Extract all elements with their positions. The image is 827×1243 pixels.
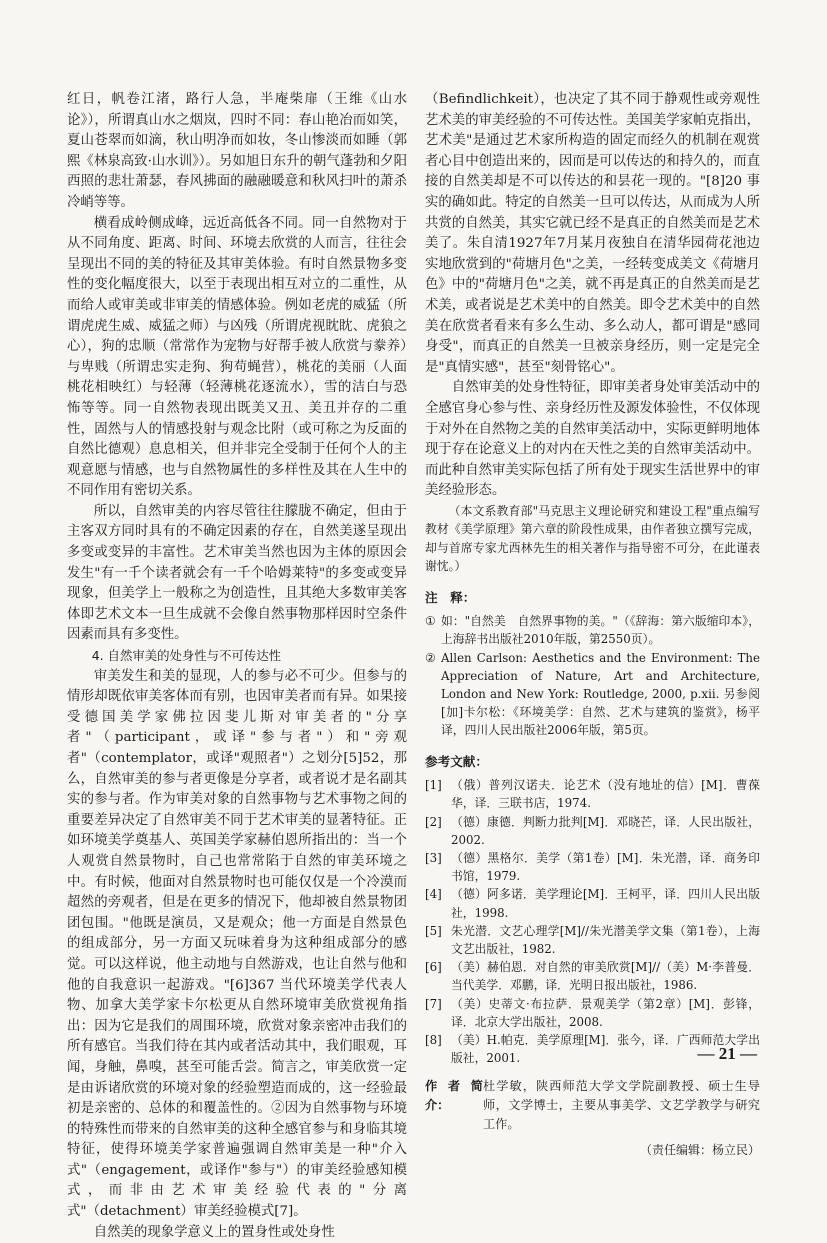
author-bio	[425, 1077, 760, 1134]
reference-item	[425, 922, 760, 958]
paragraph: （Befindlichkeit），也决定了其不同于静观性或旁观性艺术美的审美经验的不可传达性。美国美学家帕克指出，艺术美"是通过艺术家所构造的固定而经久的机制在观赏者心目中创造出来的，因而是可以传达的和持久的，而直接的自然美却是不可以传达的和昙花一现的。"[8]20 事实的确如此。特定的自然美一旦可以传达，从而成为人所共赏的自然美，其实它就已经不是真正的自然美而是艺术美了。朱自清1927年7月某月夜独自在清华园荷花池边实地欣赏到的"荷塘月色"之美，一经转变成美文《荷塘月色》中的"荷塘月色"之美，就不再是真正的自然美而是艺术美，或者说是艺术美中的自然美。即令艺术美中的自然美在欣赏者看来有多么生动、多么动人，都可谓是"感同身受"，而真正的自然美一旦被亲身经历，则一定是完全是"真情实感"，甚至"刻骨铭心"。	[425, 92, 760, 375]
reference-text: （美）赫伯恩．对自然的审美欣赏[M]//（美）M·李普曼．当代美学．邓鹏，译．光明日报出版社，1986.	[451, 960, 760, 993]
footnote-text: Allen Carlson: Aesthetics and the Environment: The Appreciation of Nature, Art and Architecture, London and New York: Routledge, 2000, p.xii. 另参阅[加]卡尔松：《环境美学：自然、艺术与建筑的鉴赏》，杨平译，四川人民出版社2006年版，第5页。	[441, 650, 760, 738]
author-bio-label: 作者简介：	[425, 1079, 483, 1113]
right-column	[425, 90, 760, 1161]
reference-text: （俄）普列汉诺夫．论艺术（没有地址的信）[M]．曹葆华，译．三联书店，1974.	[451, 778, 760, 811]
reference-item	[425, 776, 760, 812]
reference-text: （美）H.帕克．美学原理[M]．张今，译．广西师范大学出版社，2001.	[451, 1032, 760, 1066]
references-heading: 参考文献：	[425, 753, 488, 769]
reference-item	[425, 849, 760, 885]
reference-item	[425, 995, 760, 1031]
reference-item	[425, 885, 760, 921]
reference-marker: [4]	[425, 887, 442, 902]
reference-marker: [3]	[425, 850, 442, 865]
left-column	[67, 90, 407, 1243]
reference-text: （美）史蒂文·布拉萨．景观美学（第2章）[M]．彭锋，译．北京大学出版社，2008.	[451, 996, 760, 1029]
reference-marker: [7]	[425, 996, 442, 1011]
paragraph: 自然审美的处身性特征，即审美者身处审美活动中的全感官身心参与性、亲身经历性及源发体验性，不仅体现于对外在自然物之美的自然审美活动中，实际更鲜明地体现于存在论意义上的对内在天性之美的自然审美活动中。而此种自然审美实际包括了所有处于现实生活世界中的审美经验形态。	[425, 380, 760, 499]
reference-marker: [1]	[425, 778, 442, 793]
reference-text: 朱光潜．文艺心理学[M]//朱光潜美学文集（第1卷），上海文艺出版社，1982.	[451, 923, 760, 956]
paragraph: 自然美的现象学意义上的置身性或处身性	[93, 1224, 335, 1240]
reference-marker: [6]	[425, 960, 442, 975]
footnote-item	[425, 649, 760, 740]
section-subheading: 4. 自然审美的处身性与不可传达性	[91, 648, 282, 664]
footnote-list	[425, 612, 760, 739]
reference-text: （德）黑格尔．美学（第1卷）[M]．朱光潜，译．商务印书馆，1979.	[451, 850, 760, 884]
reference-text: （德）阿多诺．美学理论[M]．王柯平，译．四川人民出版社，1998.	[451, 887, 760, 920]
footnote-marker: ①	[425, 614, 436, 629]
paragraph: 审美发生和美的显现，人的参与必不可少。但参与的情形却既依审美客体而有别，也因审美者而有异。如果接受德国美学家佛拉因斐儿斯对审美者的"分享者"（participant，或译"参与者"）和"旁观者"（contemplator，或译"观照者"）之划分[5]52，那么，自然审美的参与者更像是分享者，或者说才是名副其实的参与者。作为审美对象的自然事物与艺术事物之间的重要差异决定了自然审美不同于艺术审美的显著特征。正如环境美学奠基人、英国美学家赫伯恩所指出的：当一个人观赏自然景物时，自己也常常陷于自然的审美环境之中。有时候，他面对自然景物时也可能仅仅是一个冷漠而超然的旁观者，但是在更多的情况下，他却被自然景物团团包围。"他既是演员，又是观众；他一方面是自然景色的组成部分，另一方面又玩味着身为这种组成部分的感觉。可以这样说，他主动地与自然游戏，也让自然与他和他的自我意识一起游戏。"[6]367 当代环境美学代表人物、加拿大美学家卡尔松更从自然环境审美欣赏视角指出：因为它是我们的周围环境，欣赏对象亲密冲击我们的所有感官。当我们待在其内或者活动其中，我们眼观，耳闻，身触，鼻嗅，甚至可能舌尝。简言之，审美欣赏一定是由诉诸欣赏的环境对象的经验塑造而成的，这一经验最初是亲密的、总体的和覆盖性的。②因为自然事物与环境的特殊性而带来的自然审美的这种全感官参与和身临其境特征，使得环境美学家普遍强调自然审美是一种"介入式"（engagement，或译作"参与"）的审美经验感知模式，而非由艺术审美经验代表的"分离式"（detachment）审美经验模式[7]。	[67, 668, 407, 1220]
reference-marker: [2]	[425, 814, 442, 829]
reference-marker: [8]	[425, 1032, 442, 1047]
paragraph: 所以，自然审美的内容尽管往往朦胧不确定，但由于主客双方同时具有的不确定因素的存在，自然美遂呈现出多变或变异的丰富性。艺术审美当然也因为主体的原因会发生"有一千个读者就会有一千个哈姆莱特"的多变或变异现象，但美学上一般称之为创造性，且其绝大多数审美客体即艺术文本一旦生成就不会像自然事物那样因时空条件因素而具有多变性。	[67, 503, 407, 643]
reference-item	[425, 958, 760, 994]
paragraph: 红日，帆卷江渚，路行人急，半庵柴扉（王维《山水论》），所谓真山水之烟岚，四时不同：春山艳冶而如笑，夏山苍翠而如滴，秋山明净而如妆，冬山惨淡而如睡（郭熙《林泉高致·山水训》）。另如旭日东升的朝气蓬勃和夕阳西照的悲壮萧瑟，春风拂面的融融暖意和秋风扫叶的萧杀冷峭等等。	[67, 92, 407, 210]
page-number: — 21 —	[697, 1044, 757, 1063]
footnote-text: 如："自然美 自然界事物的美。"（《辞海：第六版缩印本》，上海辞书出版社2010年版，第2550页）。	[441, 614, 760, 647]
footnote-item	[425, 612, 760, 648]
reference-item	[425, 813, 760, 849]
reference-marker: [5]	[425, 923, 442, 938]
reference-text: （德）康德．判断力批判[M]．邓晓芒，译．人民出版社，2002.	[451, 814, 760, 847]
author-bio-text: 杜学敏，陕西师范大学文学院副教授、硕士生导师，文学博士，主要从事美学、文艺学教学与研究工作。	[483, 1079, 760, 1132]
responsible-editor: （责任编辑：杨立民）	[639, 1143, 760, 1158]
paragraph: 横看成岭侧成峰，远近高低各不同。同一自然物对于从不同角度、距离、时间、环境去欣赏的人而言，往往会呈现出不同的美的特征及其审美体验。有时自然景物多变性的变化幅度很大，以至于表现出相互对立的二重性，从而给人或审美或非审美的情感体验。例如老虎的威猛（所谓虎虎生威、威猛之师）与凶残（所谓虎视眈眈、虎狼之心），狗的忠顺（常常作为宠物与好帮手被人欣赏与豢养）与卑贱（所谓忠实走狗、狗苟蝇营），桃花的美丽（人面桃花相映红）与轻薄（轻薄桃花逐流水），雪的洁白与恐怖等等。同一自然物表现出既美又丑、美丑并存的二重性，固然与人的情感投射与观念比附（或可称之为反面的自然比德观）息息相关，但并非完全受制于任何个人的主观意愿与情感，也与自然物属性的多样性及其在人生中的不同作用有密切关系。	[67, 215, 407, 499]
footnote-marker: ②	[425, 650, 436, 665]
notes-heading: 注 释：	[425, 589, 476, 605]
reference-list	[425, 776, 760, 1067]
acknowledgement: （本文系教育部"马克思主义理论研究和建设工程"重点编写教材《美学原理》第六章的阶段性成果，由作者独立撰写完成，却与首席专家尤西林先生的相关著作与指导密不可分，在此谨表谢忱。）	[425, 503, 760, 574]
